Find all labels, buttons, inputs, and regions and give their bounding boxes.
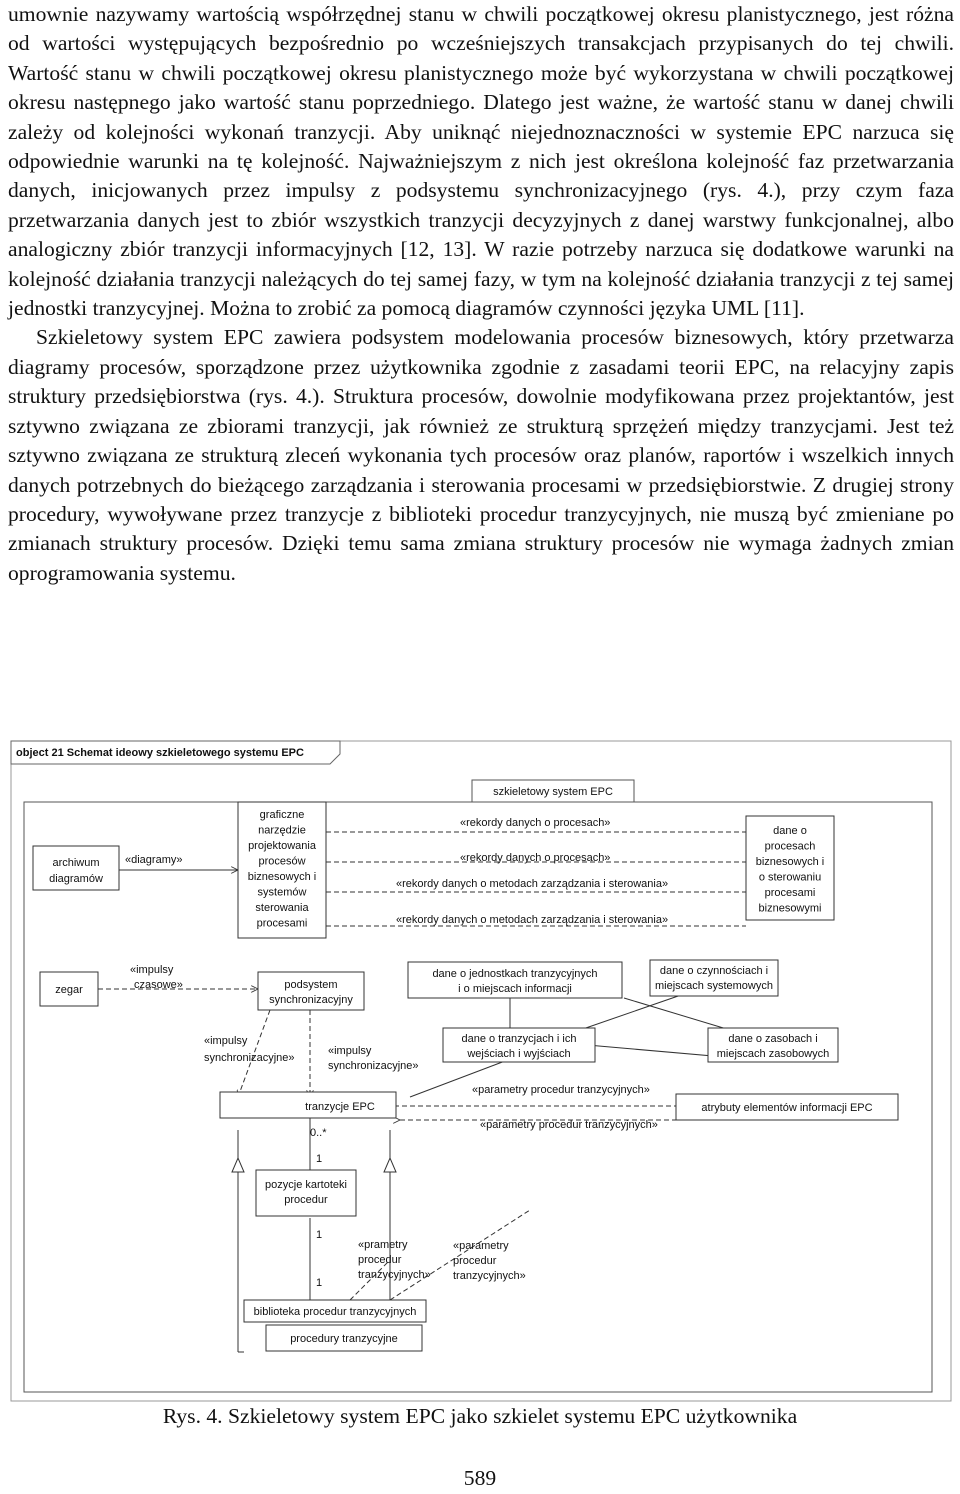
label-mult-one-1: 1 bbox=[316, 1153, 323, 1165]
paragraph-2: Szkieletowy system EPC zawiera podsystem modelowania procesów biznesowych, który przetwarza diagramy procesów, sporządzone przez użytkownika zgodnie z zasadami teorii EPC, na relacyjny zapis struktury przedsiębiorstwa (rys. 4.). Struktura procesów, dowolnie modyfikowana przez projektantów, jest sztywno związana ze zbiorami tranzycji, jak również ze strukturą sprzężeń między tranzycjami. Jest też sztywno związana ze strukturą zleceń wykonania tych procesów oraz planów, raportów i wszelkich innych danych potrzebnych do bieżącego zarządzania i sterowania procesami w przedsiębiorstwie. Z drugiej strony procedury, wywoływane przez tranzycje z biblioteki procedur tranzycyjnych, nie muszą być zmieniane po zmianach struktury procesów. Dzięki temu sama zmiana struktury procesów nie wymaga żadnych zmian oprogramowania systemu. bbox=[8, 325, 954, 585]
box-text-line: podsystem bbox=[284, 979, 338, 991]
box-text-line: narzędzie bbox=[258, 824, 306, 837]
label-impulsy-sync-left-1: «impulsy bbox=[204, 1035, 248, 1047]
label-rekordy-1: «rekordy danych o procesach» bbox=[460, 817, 611, 829]
box-text-line: graficzne bbox=[259, 809, 305, 821]
box-text-line: synchronizacyjny bbox=[269, 994, 353, 1006]
box-text-line: i o miejscach informacji bbox=[458, 983, 572, 995]
label-parametry3-3: tranzycyjnych» bbox=[453, 1270, 526, 1282]
label-prametry-3: tranzycyjnych» bbox=[358, 1269, 431, 1281]
box-text-line: biznesowymi bbox=[758, 902, 822, 915]
box-text-line: dane o bbox=[773, 825, 807, 837]
box-text-line: wejściach i wyjściach bbox=[467, 1048, 571, 1060]
box-text-line: zegar bbox=[55, 984, 83, 996]
box-text-line: biblioteka procedur tranzycyjnych bbox=[253, 1306, 417, 1318]
box-procedury-text bbox=[290, 1333, 398, 1345]
box-text-line: systemów bbox=[257, 886, 307, 899]
label-rekordy-2: «rekordy danych o procesach» bbox=[460, 852, 611, 864]
label-impulsy-czasowe-2: czasowe» bbox=[134, 979, 183, 991]
label-impulsy-sync-right-2: synchronizacyjne» bbox=[328, 1060, 419, 1072]
box-atrybuty-text bbox=[701, 1102, 872, 1114]
box-text-line: sterowania bbox=[255, 902, 309, 914]
label-impulsy-czasowe-1: «impulsy bbox=[130, 964, 174, 976]
paragraph-1: umownie nazywamy wartością współrzędnej stanu w chwili początkowej okresu planistycznego, jest różna od wartości występujących bezpośrednio po wcześniejszych transakcjach przypisanych do tej chwili. Wartość stanu w chwili początkowej okresu planistycznego może być wykorzystana w chwili początkowej okresu następnego jako wartość stanu poprzedniego. Dlatego jest ważne, że wartość stanu w danej chwili zależy od kolejności wykonań tranzycji. Aby uniknąć niejednoznaczności w systemie EPC narzuca się odpowiednie warunki na tę kolejność. Najważniejszym z nich jest określona kolejność faz przetwarzania danych, inicjowanych przez impulsy z podsystemu synchronizacyjnego (rys. 4.), przy czym faza przetwarzania danych jest to zbiór wszystkich tranzycji decyzyjnych z danej warstwy funkcjonalnej, albo analogiczny zbiór tranzycji informacyjnych [12, 13]. W razie potrzeby narzuca się dodatkowe warunki na kolejność działania tranzycji należących do tej samej fazy, w tym na kolejność działania tranzycji z tej samej jednostki tranzycyjnej. Można to zrobić za pomocą diagramów czynności języka UML [11]. bbox=[8, 2, 954, 321]
box-text-line: miejscach systemowych bbox=[655, 980, 773, 992]
box-tranzycje-text bbox=[305, 1101, 375, 1113]
label-diagramy: «diagramy» bbox=[125, 854, 183, 866]
box-text-line: dane o zasobach i bbox=[728, 1033, 818, 1045]
box-text-line: diagramów bbox=[49, 873, 103, 885]
box-text-line: dane o tranzycjach i ich bbox=[461, 1033, 577, 1045]
generalization-triangle-right bbox=[384, 1158, 396, 1172]
box-text-line: biznesowych i bbox=[247, 871, 317, 883]
figure-caption: Rys. 4. Szkieletowy system EPC jako szkielet systemu EPC użytkownika bbox=[162, 1404, 798, 1428]
box-text-line: biznesowych i bbox=[755, 856, 825, 868]
box-text-line: tranzycje EPC bbox=[305, 1101, 375, 1113]
frame-title: object 21 Schemat ideowy szkieletowego systemu EPC bbox=[16, 747, 304, 759]
generalization-triangle-left bbox=[232, 1158, 244, 1172]
box-text-line: archiwum bbox=[52, 857, 100, 869]
box-text-line: dane o jednostkach tranzycyjnych bbox=[432, 968, 598, 980]
label-rekordy-metody-1: «rekordy danych o metodach zarządzania i sterowania» bbox=[396, 878, 669, 890]
box-text-line: procedury tranzycyjne bbox=[290, 1333, 398, 1345]
box-text-line: projektowania bbox=[248, 840, 316, 852]
box-text-line: pozycje kartoteki bbox=[265, 1179, 347, 1191]
box-text-line: procesami bbox=[256, 917, 308, 930]
figure-epc-diagram bbox=[10, 740, 952, 1404]
label-mult-one-3: 1 bbox=[316, 1277, 323, 1289]
box-text-line: procesami bbox=[764, 887, 816, 899]
label-prametry-1: «prametry bbox=[358, 1239, 408, 1251]
label-parametry3-2: procedur bbox=[453, 1255, 497, 1267]
connections bbox=[98, 832, 770, 1352]
box-zegar-text bbox=[55, 984, 83, 996]
box-biblioteka-text bbox=[254, 1306, 417, 1318]
box-text-line: procesach bbox=[764, 840, 816, 853]
label-prametry-2: procedur bbox=[358, 1254, 402, 1266]
box-text-line: o sterowaniu bbox=[758, 871, 822, 884]
box-text-line: dane o czynnościach i bbox=[659, 965, 769, 977]
box-text-line: procesów bbox=[258, 855, 306, 868]
label-parametry-2: «parametry procedur tranzycyjnych» bbox=[480, 1119, 658, 1131]
body-text bbox=[8, 0, 954, 588]
label-rekordy-metody-2: «rekordy danych o metodach zarządzania i sterowania» bbox=[396, 914, 669, 926]
box-text-line: miejscach zasobowych bbox=[716, 1048, 830, 1060]
diagram-svg bbox=[10, 740, 952, 1404]
label-mult-one-2: 1 bbox=[316, 1229, 323, 1241]
label-parametry3-1: «parametry bbox=[453, 1240, 509, 1252]
page-number: 589 bbox=[463, 1466, 497, 1490]
label-impulsy-sync-right-1: «impulsy bbox=[328, 1045, 372, 1057]
box-text-line: procedur bbox=[284, 1194, 328, 1206]
label-impulsy-sync-left-2: synchronizacyjne» bbox=[204, 1052, 295, 1064]
box-text-line: atrybuty elementów informacji EPC bbox=[701, 1102, 873, 1114]
label-parametry-1: «parametry procedur tranzycyjnych» bbox=[472, 1084, 650, 1096]
label-mult-many: 0..* bbox=[310, 1127, 327, 1139]
package-label: szkieletowy system EPC bbox=[493, 786, 613, 798]
box-pozycje bbox=[256, 1170, 356, 1216]
